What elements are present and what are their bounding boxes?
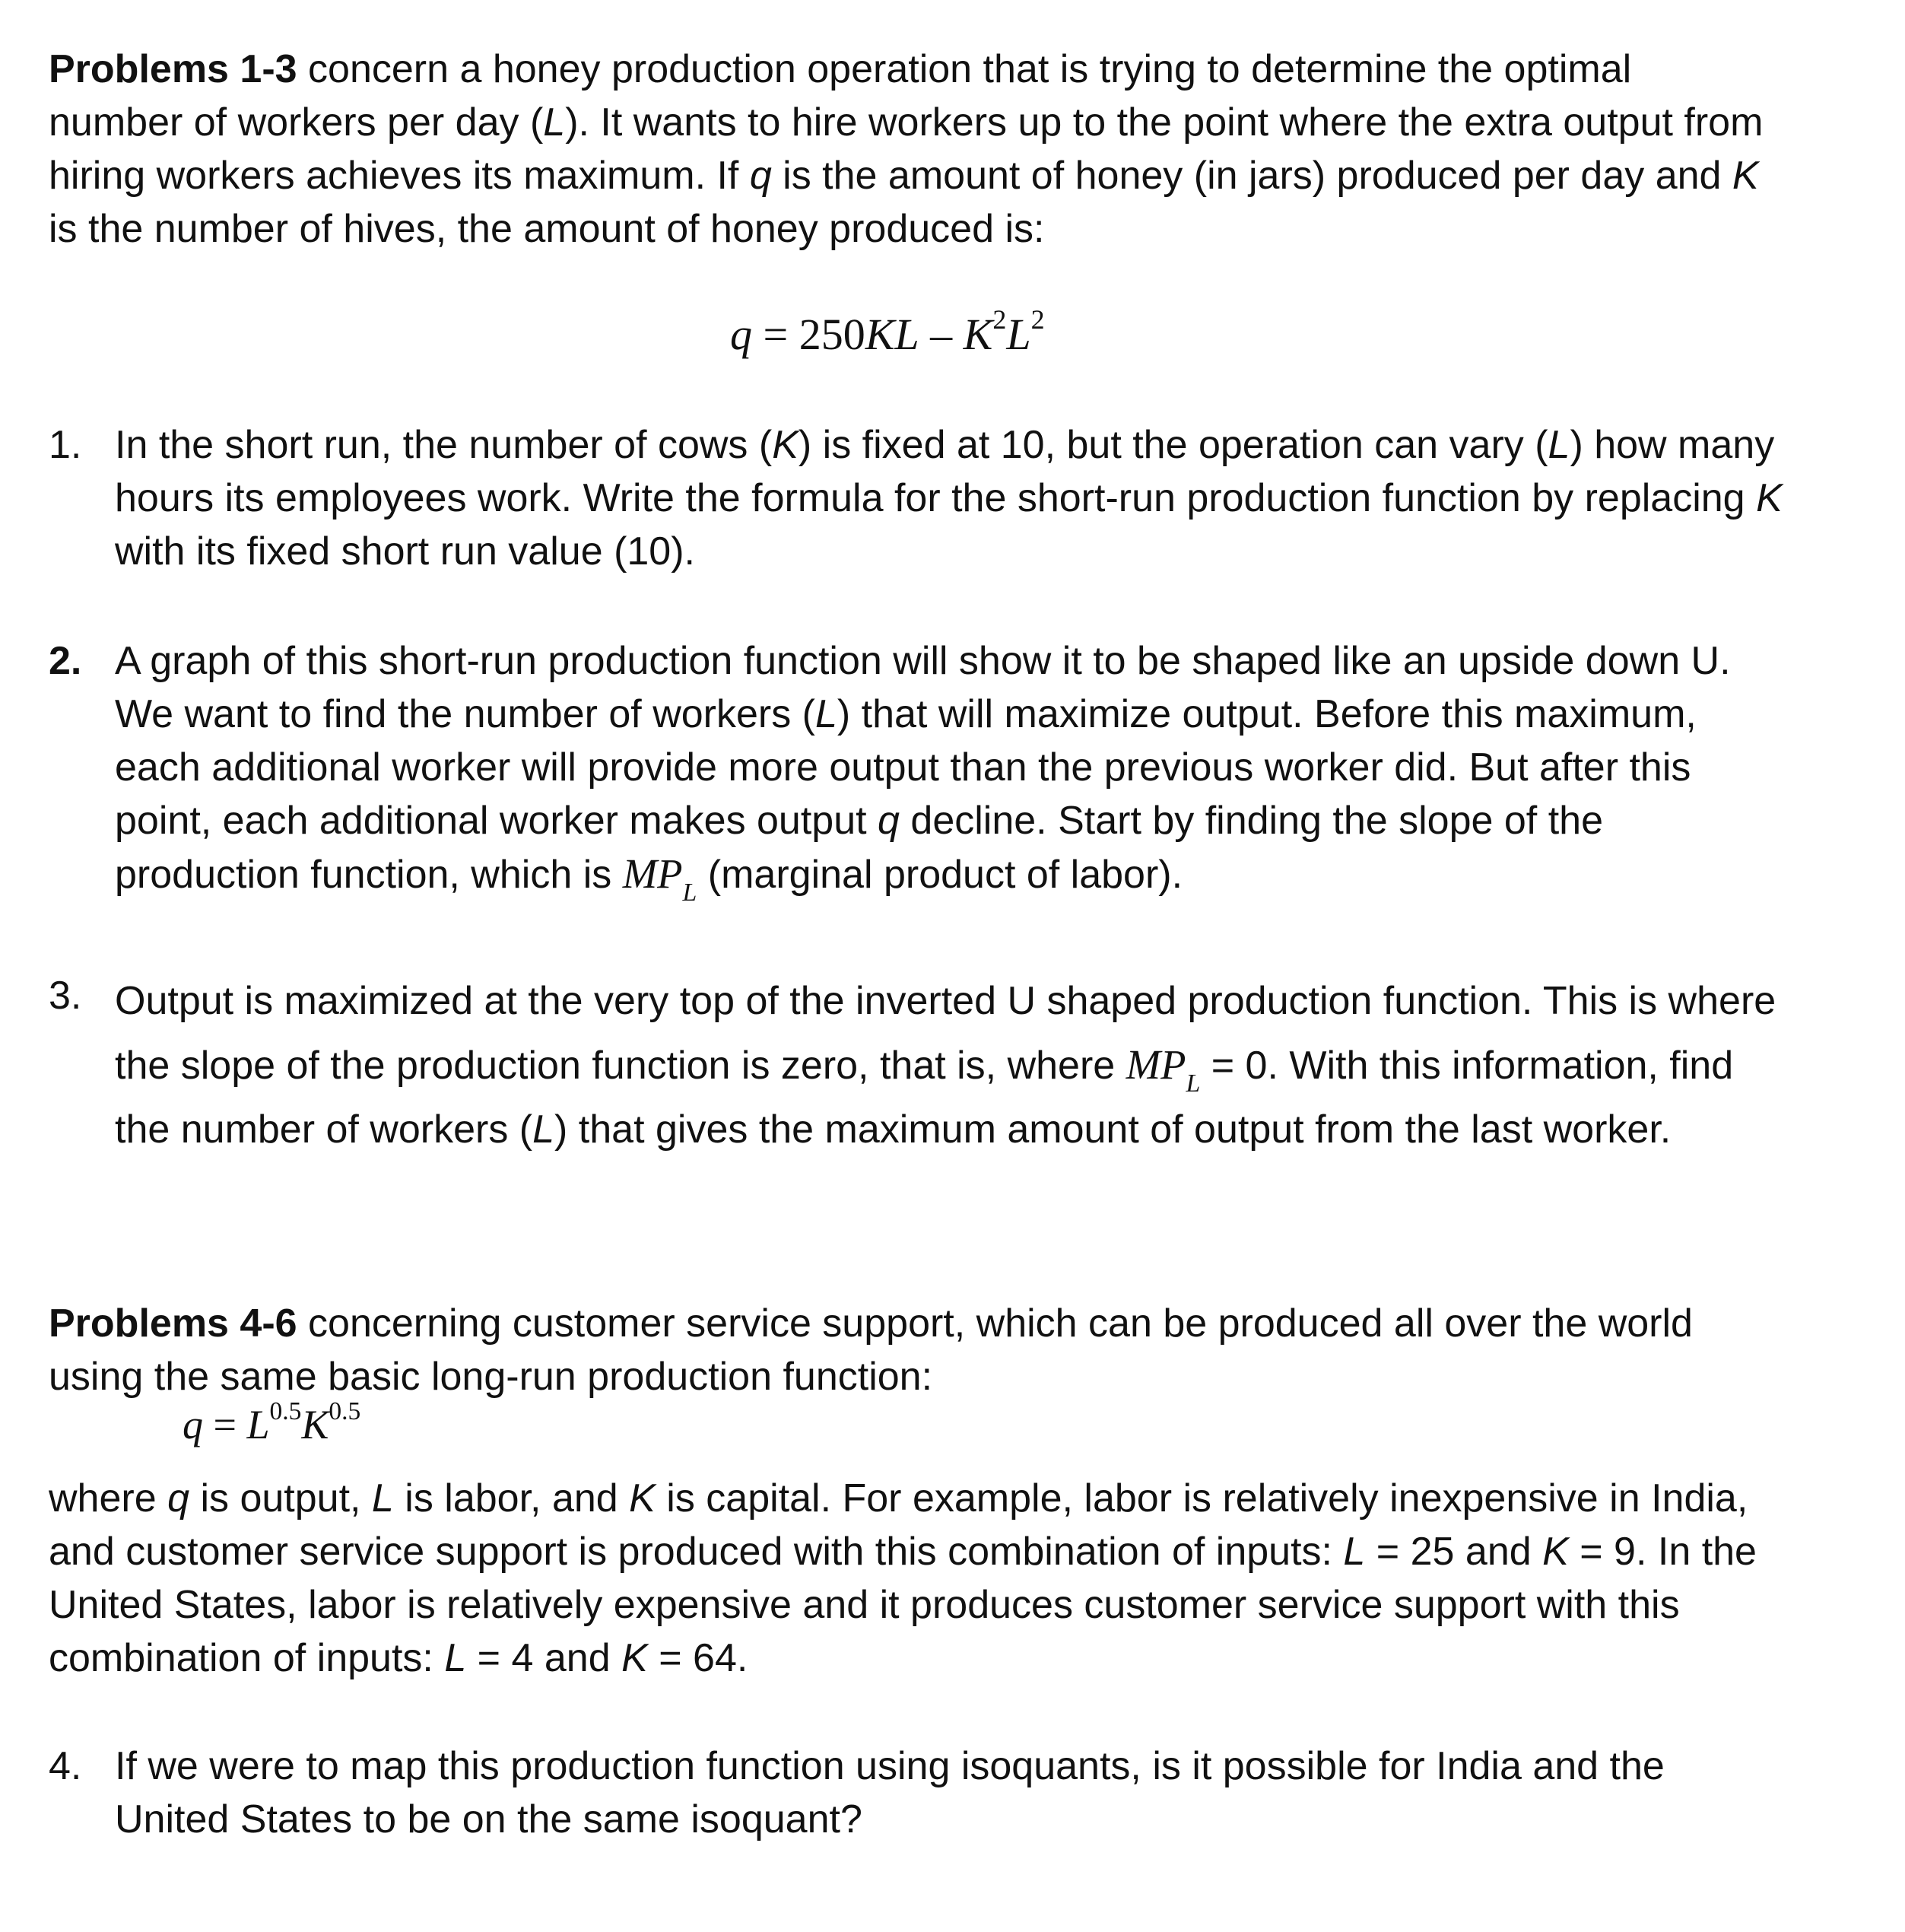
eq2-k: K [301, 1402, 329, 1447]
question-number: 3. [49, 974, 82, 1018]
question-number: 2. [49, 639, 82, 683]
q3-text: = 0. With this information, find the number of workers ( [115, 1044, 1734, 1152]
eq1-lhs: q [730, 310, 752, 359]
q1-text: ) is fixed at 10, but the operation can vary ( [798, 423, 1548, 467]
var-K: K [629, 1476, 656, 1520]
question-1 [49, 418, 1783, 578]
intro2-text: concerning customer service support, which can be produced all over the world using the same basic long-run production function: [49, 1301, 1693, 1399]
question-4 [49, 1740, 1783, 1846]
eq1-k: K [963, 310, 993, 359]
intro1-text: is the number of hives, the amount of honey produced is: [49, 207, 1045, 251]
var-L: L [543, 100, 566, 145]
q2-text: A graph of this short-run production function will show it to be shaped like an upside down U. We want to find the number of workers ( [115, 639, 1731, 736]
eq1-l: L [1006, 310, 1031, 359]
q2-text: (marginal product of labor). [697, 853, 1183, 897]
eq1-kl: KL [865, 310, 919, 359]
mp-symbol: MP [622, 850, 683, 897]
intro2b-text: = 4 and [466, 1636, 622, 1680]
question-3-text [115, 969, 1783, 1161]
q1-text: ) how many hours its employees work. Write the formula for the short-run production function by replacing [115, 423, 1775, 520]
var-K: K [1732, 154, 1759, 198]
var-q: q [878, 799, 900, 843]
intro1-text: ). It wants to hire workers up to the point where the extra output from hiring workers achieves its maximum. If [49, 100, 1764, 198]
question-2 [49, 634, 1783, 907]
eq2-lhs: q [183, 1402, 203, 1447]
var-L: L [1548, 423, 1570, 467]
mp-subscript: L [682, 878, 697, 907]
problems-1-3-label: Problems 1-3 [49, 47, 297, 91]
q2-text: decline. Start by finding the slope of the production function, which is [115, 799, 1603, 897]
q2-text: ) that will maximize output. Before this maximum, each additional worker will provide more output than the previous worker did. But after this point, each additional worker makes output [115, 692, 1697, 843]
q3-text: Output is maximized at the very top of the inverted U shaped production function. This is where the slope of the production function is zero, that is, where [115, 979, 1776, 1088]
intro2b-text: is output, [189, 1476, 372, 1520]
intro-problems-1-3 [49, 43, 1775, 256]
question-number: 4. [49, 1744, 82, 1788]
intro2b-text: = 64. [647, 1636, 748, 1680]
eq2-eq: = [203, 1402, 247, 1447]
eq1-exp2: 2 [1030, 304, 1045, 335]
intro2b-text: where [49, 1476, 168, 1520]
intro2b-text: = 9. In the United States, labor is relatively expensive and it produces customer service support with this combination of inputs: [49, 1530, 1757, 1680]
eq1-exp1: 2 [992, 304, 1007, 335]
intro-problems-4-6 [49, 1297, 1775, 1403]
eq1-minus: – [919, 310, 964, 359]
q3-text: ) that gives the maximum amount of output from the last worker. [554, 1107, 1672, 1152]
question-1-text [115, 418, 1783, 578]
intro1-text: is the amount of honey (in jars) produced per day and [771, 154, 1732, 198]
intro2b-text: is capital. For example, labor is relatively inexpensive in India, and customer service support is produced with this combination of inputs: [49, 1476, 1748, 1574]
problems-4-6-label: Problems 4-6 [49, 1301, 297, 1346]
eq2-l: L [246, 1402, 270, 1447]
var-K: K [1542, 1530, 1569, 1574]
var-L: L [815, 692, 837, 736]
eq2-exp1: 0.5 [269, 1397, 302, 1425]
production-equation-customer-service [183, 1398, 360, 1451]
intro-problems-4-6-continued [49, 1472, 1775, 1685]
mp-subscript: L [1186, 1069, 1201, 1098]
question-number: 1. [49, 423, 82, 467]
var-q: q [749, 154, 772, 198]
mp-symbol: MP [1126, 1041, 1186, 1088]
var-L: L [371, 1476, 394, 1520]
var-K: K [772, 423, 799, 467]
var-L: L [444, 1636, 467, 1680]
q1-text: with its fixed short run value (10). [115, 529, 695, 574]
eq1-eq: = 250 [752, 310, 865, 359]
var-L: L [1343, 1530, 1366, 1574]
question-2-text [115, 634, 1783, 907]
intro2b-text: = 25 and [1365, 1530, 1543, 1574]
var-q: q [167, 1476, 189, 1520]
var-K: K [621, 1636, 648, 1680]
intro1-text: concern a honey production operation that is trying to determine the optimal number of workers per day ( [49, 47, 1632, 145]
q1-text: In the short run, the number of cows ( [115, 423, 773, 467]
var-L: L [532, 1107, 555, 1152]
eq2-exp2: 0.5 [329, 1397, 361, 1425]
question-3 [49, 969, 1783, 1161]
var-K: K [1756, 476, 1783, 520]
intro2b-text: is labor, and [393, 1476, 630, 1520]
production-equation-honey [730, 304, 1045, 361]
question-4-text: If we were to map this production function using isoquants, is it possible for India and the United States to be on the same isoquant? [115, 1744, 1665, 1841]
